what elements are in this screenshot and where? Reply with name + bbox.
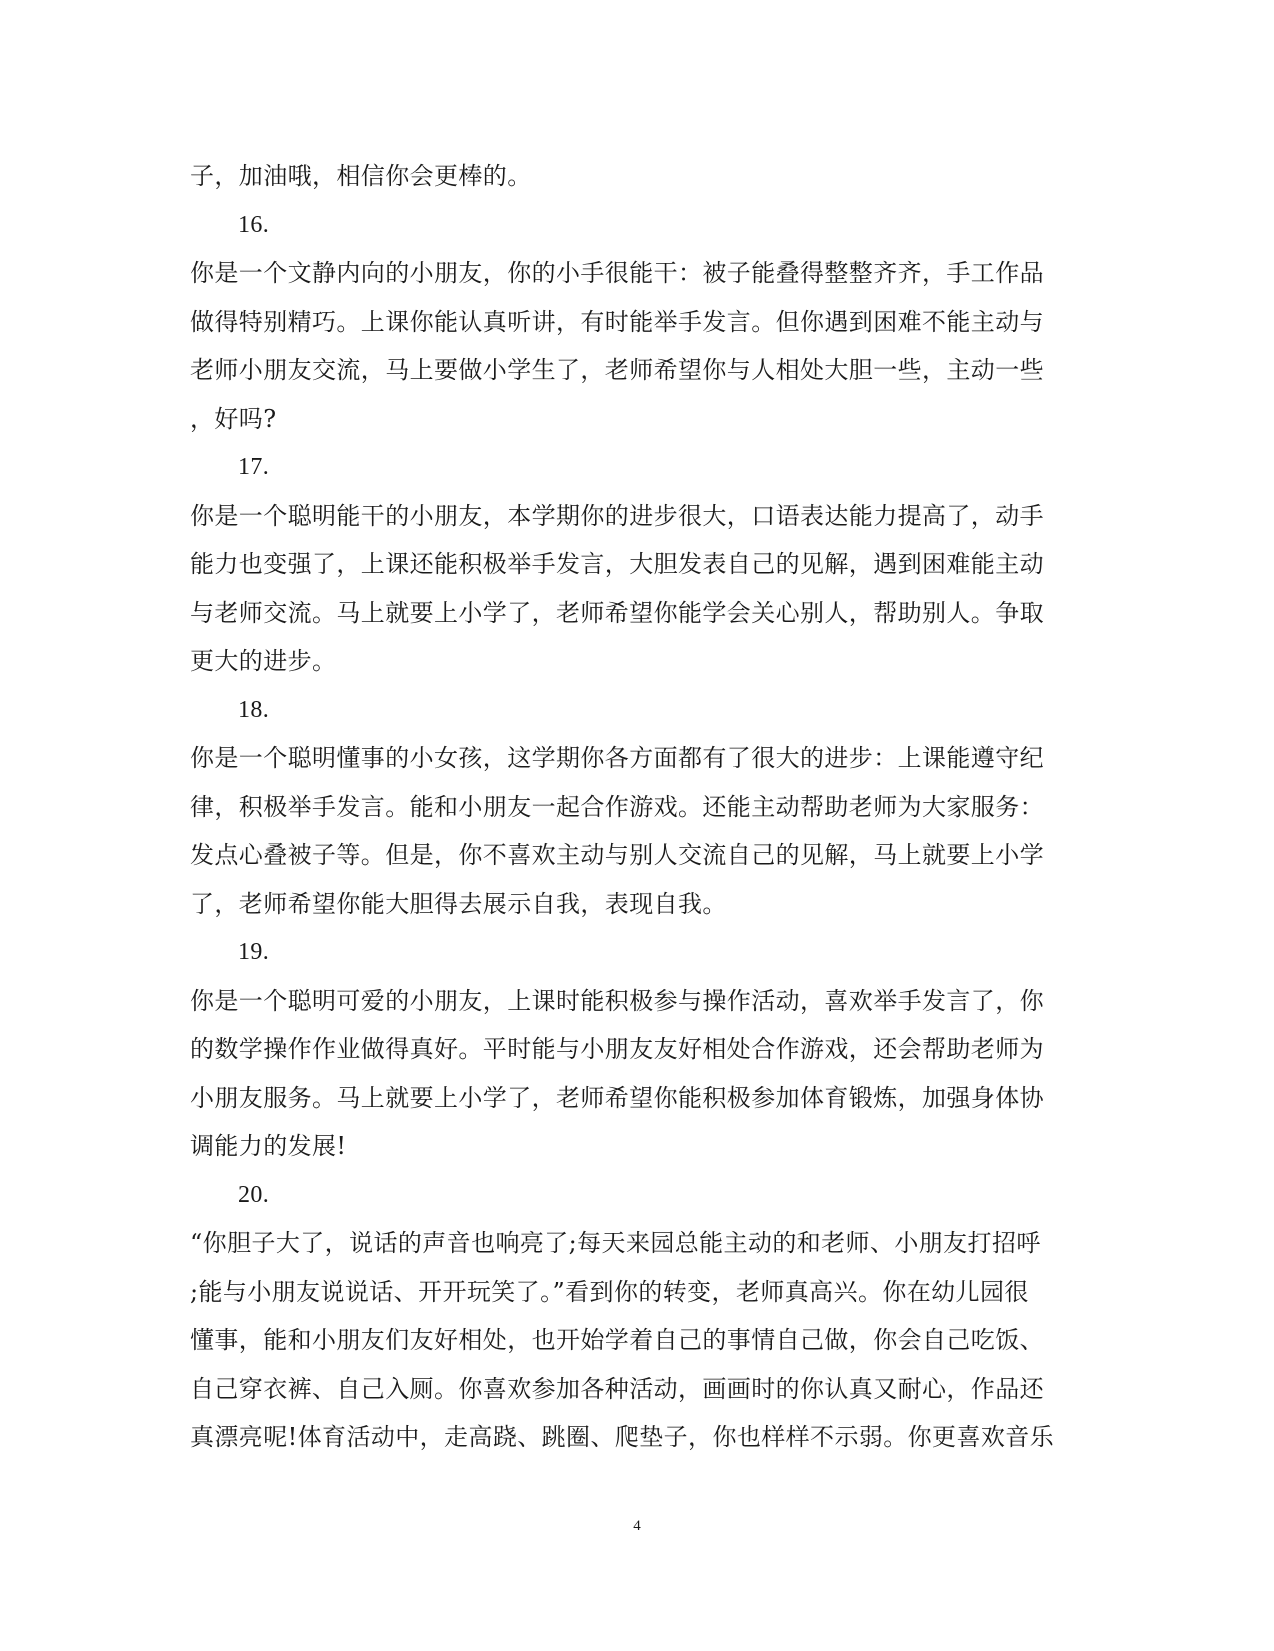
document-body xyxy=(190,152,1080,1462)
text-line: 做得特别精巧。上课你能认真听讲，有时能举手发言。但你遇到困难不能主动与 xyxy=(190,307,1044,336)
text-line: 小朋友服务。马上就要上小学了，老师希望你能积极参加体育锻炼，加强身体协 xyxy=(190,1083,1044,1112)
text-line: 的数学操作作业做得真好。平时能与小朋友友好相处合作游戏，还会帮助老师为 xyxy=(190,1035,1044,1063)
item-number: 17. xyxy=(238,454,270,480)
text-line: 与老师交流。马上就要上小学了，老师希望你能学会关心别人，帮助别人。争取 xyxy=(190,598,1044,627)
text-line: 更大的进步。 xyxy=(190,647,337,675)
text-line: 你是一个文静内向的小朋友，你的小手很能干：被子能叠得整整齐齐，手工作品 xyxy=(190,259,1044,287)
item-number: 18. xyxy=(238,696,270,723)
text-line: 律，积极举手发言。能和小朋友一起合作游戏。还能主动帮助老师为大家服务： xyxy=(190,792,1044,821)
text-line: 了，老师希望你能大胆得去展示自我，表现自我。 xyxy=(190,889,727,918)
text-line: 你是一个聪明懂事的小女孩，这学期你各方面都有了很大的进步：上课能遵守纪 xyxy=(190,744,1044,772)
item-number: 20. xyxy=(238,1181,270,1208)
text-line: “你胆子大了，说话的声音也响亮了;每天来园总能主动的和老师、小朋友打招呼 xyxy=(190,1229,1041,1257)
item-number: 19. xyxy=(238,939,270,965)
text-line: 你是一个聪明能干的小朋友，本学期你的进步很大，口语表达能力提高了，动手 xyxy=(190,501,1044,530)
page-number: 4 xyxy=(633,1518,641,1534)
text-line: 你是一个聪明可爱的小朋友，上课时能积极参与操作活动，喜欢举手发言了，你 xyxy=(190,986,1044,1015)
item-number: 16. xyxy=(238,211,270,238)
text-line: 子，加油哦，相信你会更棒的。 xyxy=(190,162,532,190)
text-line: 懂事，能和小朋友们友好相处，也开始学着自己的事情自己做，你会自己吃饭、 xyxy=(190,1326,1044,1354)
text-line: 真漂亮呢!体育活动中，走高跷、跳圈、爬垫子，你也样样不示弱。你更喜欢音乐 xyxy=(190,1423,1055,1451)
text-line: ;能与小朋友说说话、开开玩笑了。”看到你的转变，老师真高兴。你在幼儿园很 xyxy=(190,1277,1029,1306)
text-line: 老师小朋友交流，马上要做小学生了，老师希望你与人相处大胆一些，主动一些 xyxy=(190,356,1044,384)
text-line: 能力也变强了，上课还能积极举手发言，大胆发表自己的见解，遇到困难能主动 xyxy=(190,550,1044,578)
text-line: 自己穿衣裤、自己入厕。你喜欢参加各种活动，画画时的你认真又耐心，作品还 xyxy=(190,1374,1044,1403)
text-line: 发点心叠被子等。但是，你不喜欢主动与别人交流自己的见解，马上就要上小学 xyxy=(190,841,1044,869)
text-line: 调能力的发展! xyxy=(190,1132,347,1160)
text-line: ，好吗? xyxy=(190,404,277,433)
